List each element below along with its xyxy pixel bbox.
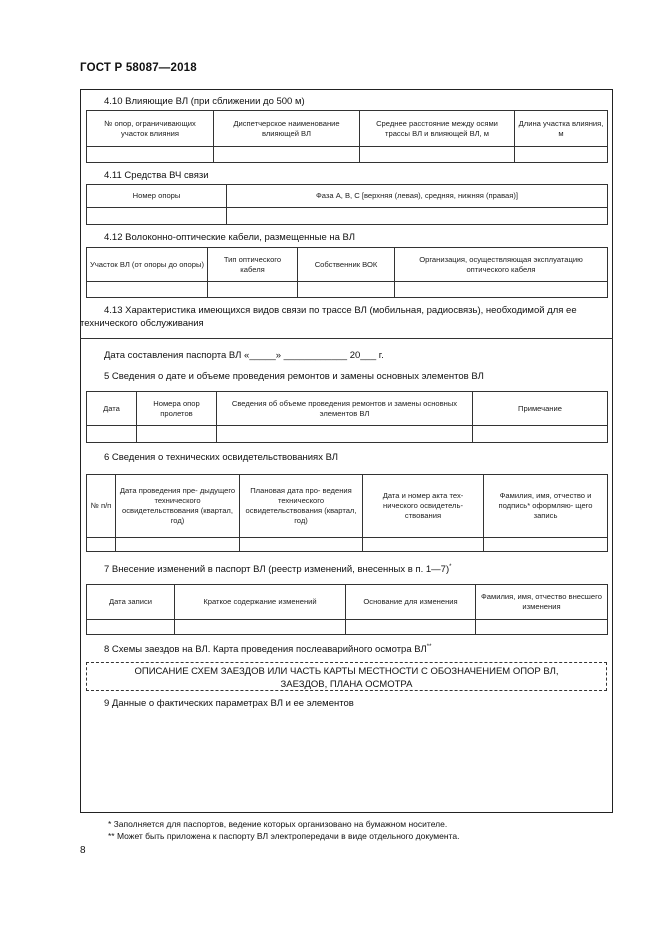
table-5-header: Сведения об объеме проведения ремонтов и замены основных элементов ВЛ (217, 392, 473, 426)
route-scheme-line2: ЗАЕЗДОВ, ПЛАНА ОСМОТРА (280, 679, 413, 690)
table-7-header: Дата записи (87, 585, 175, 620)
table-4-10-header: Среднее расстояние между осями трассы ВЛ и влияющей ВЛ, м (360, 111, 515, 147)
table-4-10-header: № опор, ограничивающих участок влияния (87, 111, 214, 147)
divider (80, 338, 613, 339)
table-7 (86, 584, 608, 635)
table-row (87, 208, 608, 225)
table-4-11 (86, 184, 608, 225)
table-4-10 (86, 110, 608, 163)
section-4-13-line2: технического обслуживания (80, 318, 204, 329)
table-7-header: Основание для изменения (346, 585, 476, 620)
table-4-12 (86, 247, 608, 298)
footnote-marker: * (449, 564, 452, 570)
table-4-12-header: Организация, осуществляющая эксплуатацию оптического кабеля (395, 248, 608, 282)
section-4-11-title: 4.11 Средства ВЧ связи (104, 170, 209, 181)
table-6 (86, 474, 608, 552)
table-5-header: Примечание (473, 392, 608, 426)
table-row (87, 538, 608, 552)
document-code: ГОСТ Р 58087—2018 (80, 62, 197, 74)
table-5-header: Дата (87, 392, 137, 426)
table-4-11-header: Номер опоры (87, 185, 227, 208)
section-4-13-line1: 4.13 Характеристика имеющихся видов связи по трассе ВЛ (мобильная, радиосвязь), необходимой для ее (104, 305, 577, 316)
table-6-header: Фамилия, имя, отчество и подпись* оформляю- щего запись (484, 475, 608, 538)
table-4-11-header: Фаза А, В, С [верхняя (левая), средняя, нижняя (правая)] (227, 185, 608, 208)
table-4-12-header: Собственник ВОК (298, 248, 395, 282)
passport-date-line: Дата составления паспорта ВЛ «_____» ____________ 20___ г. (104, 350, 384, 361)
section-8-title (104, 644, 431, 655)
footnote-2: ** Может быть приложена к паспорту ВЛ электропередачи в виде отдельного документа. (108, 831, 460, 841)
table-row (87, 282, 608, 298)
page-number: 8 (80, 845, 86, 856)
route-scheme-box (86, 662, 607, 691)
section-6-title: 6 Сведения о технических освидетельствованиях ВЛ (104, 452, 339, 463)
table-6-header: Плановая дата про- ведения технического освидетельствования (квартал, год) (240, 475, 363, 538)
table-4-10-header: Длина участка влияния, м (515, 111, 608, 147)
section-7-title (104, 564, 451, 575)
table-6-header: Дата и номер акта тех- нического освидетель- ствования (363, 475, 484, 538)
footnote-marker: ** (426, 644, 432, 650)
table-7-header: Краткое содержание изменений (175, 585, 346, 620)
section-4-12-title: 4.12 Волоконно-оптические кабели, размещенные на ВЛ (104, 232, 355, 243)
table-row (87, 426, 608, 443)
table-4-12-header: Тип оптического кабеля (208, 248, 298, 282)
footnote-1: * Заполняется для паспортов, ведение которых организовано на бумажном носителе. (108, 819, 448, 829)
section-8-title-text: 8 Схемы заездов на ВЛ. Карта проведения послеаварийного осмотра ВЛ (104, 644, 427, 656)
section-7-title-text: 7 Внесение изменений в паспорт ВЛ (реестр изменений, внесенных в п. 1—7) (104, 564, 450, 576)
table-row (87, 147, 608, 163)
section-4-10-title: 4.10 Влияющие ВЛ (при сближении до 500 м) (104, 96, 305, 107)
table-4-10-header: Диспетчерское наименование влияющей ВЛ (214, 111, 360, 147)
table-6-header: Дата проведения пре- дыдущего технического освидетельствования (квартал, год) (116, 475, 240, 538)
table-5-header: Номера опор пролетов (137, 392, 217, 426)
section-5-title: 5 Сведения о дате и объеме проведения ремонтов и замены основных элементов ВЛ (104, 371, 484, 382)
table-5 (86, 391, 608, 443)
table-row (87, 620, 608, 635)
table-7-header: Фамилия, имя, отчество внесшего изменения (476, 585, 608, 620)
table-6-header: № п/п (87, 475, 116, 538)
route-scheme-line1: ОПИСАНИЕ СХЕМ ЗАЕЗДОВ ИЛИ ЧАСТЬ КАРТЫ МЕСТНОСТИ С ОБОЗНАЧЕНИЕМ ОПОР ВЛ, (134, 666, 559, 677)
section-9-title: 9 Данные о фактических параметрах ВЛ и ее элементов (104, 698, 354, 709)
table-4-12-header: Участок ВЛ (от опоры до опоры) (87, 248, 208, 282)
